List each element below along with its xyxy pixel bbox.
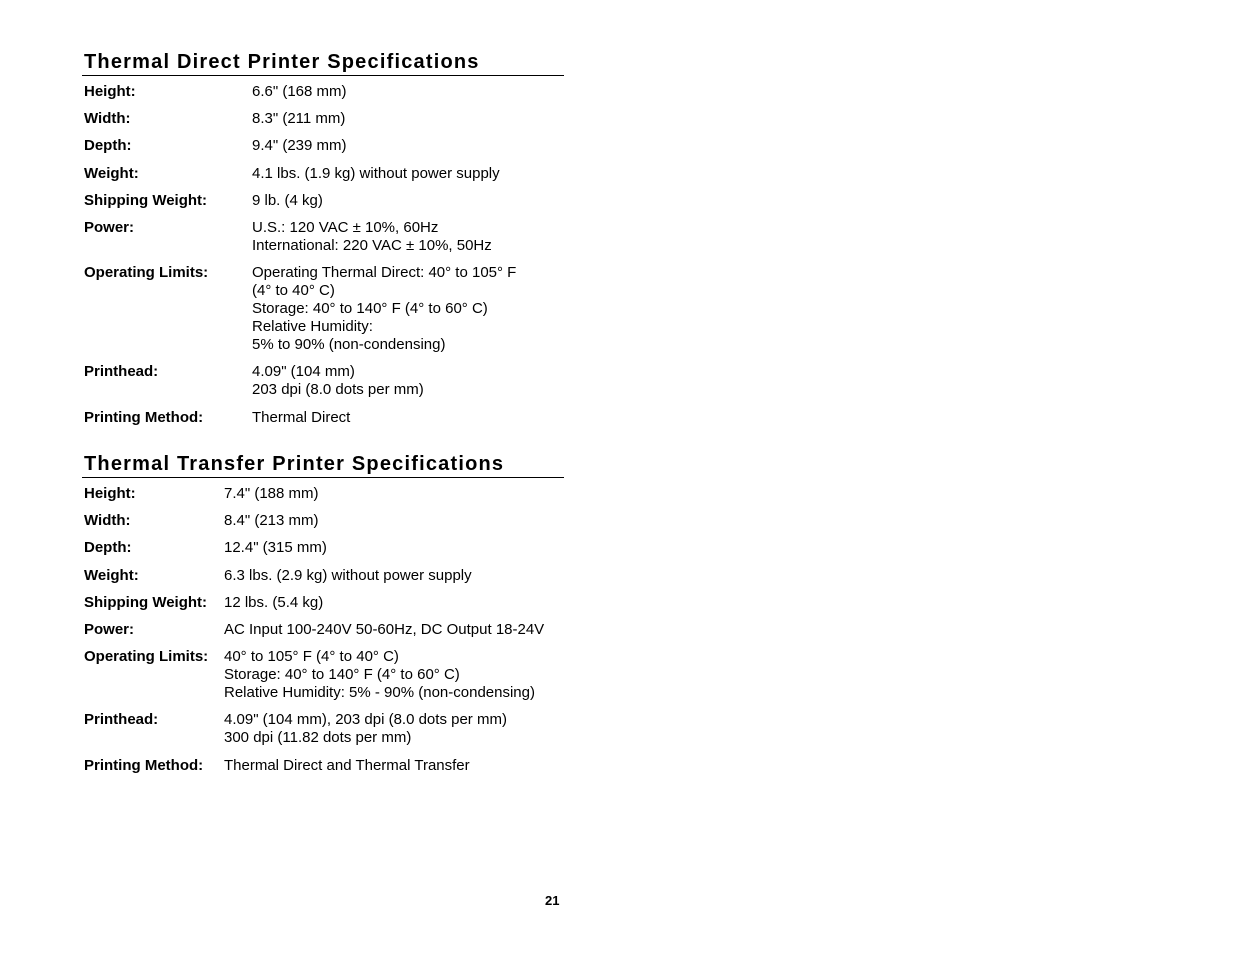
spec-value: [252, 165, 564, 183]
spec-value-line: (4° to 40° C): [252, 282, 335, 300]
spec-label: Printhead:: [84, 363, 159, 381]
spec-row: [82, 485, 564, 503]
spec-value: [224, 621, 564, 639]
spec-label: Height:: [84, 83, 136, 100]
spec-value-line: 9 lb. (4 kg): [252, 191, 323, 209]
spec-value-line: U.S.: 120 VAC ± 10%, 60Hz: [252, 218, 439, 236]
spec-label: Printing Method:: [84, 408, 204, 426]
spec-value-line: 5% to 90% (non-condensing): [252, 336, 446, 354]
spec-value-line: 4.09" (104 mm): [252, 363, 355, 381]
spec-label: Depth:: [84, 137, 132, 155]
spec-value-line: International: 220 VAC ± 10%, 50Hz: [252, 236, 492, 254]
spec-value: [224, 539, 564, 557]
spec-row: [82, 648, 564, 702]
spec-value: [252, 137, 564, 155]
spec-row: [82, 363, 564, 399]
spec-value: [252, 409, 564, 427]
spec-label: Width:: [84, 512, 131, 530]
spec-row: [82, 757, 564, 775]
spec-value: [252, 219, 564, 255]
spec-value-line: 12.4" (315 mm): [224, 539, 327, 557]
spec-value: [224, 711, 564, 747]
spec-value-line: 300 dpi (11.82 dots per mm): [224, 729, 412, 747]
spec-row: [82, 567, 564, 585]
spec-label: Weight:: [84, 164, 139, 182]
spec-row: [82, 539, 564, 557]
spec-list: [82, 83, 564, 427]
spec-value: [224, 757, 564, 775]
spec-value-line: Thermal Direct: [252, 408, 351, 426]
spec-value: [252, 264, 564, 354]
spec-value-line: 12 lbs. (5.4 kg): [224, 593, 324, 611]
spec-value-line: Storage: 40° to 140° F (4° to 60° C): [224, 666, 460, 684]
spec-value-line: 6.3 lbs. (2.9 kg) without power supply: [224, 566, 472, 584]
spec-value: [224, 648, 564, 702]
page-number: 21: [545, 893, 560, 908]
spec-value-line: 40° to 105° F (4° to 40° C): [224, 648, 399, 666]
spec-row: [82, 83, 564, 101]
spec-value-line: AC Input 100-240V 50-60Hz, DC Output 18-24V: [224, 620, 545, 638]
spec-row: [82, 110, 564, 128]
spec-label: Height:: [84, 485, 136, 502]
spec-label: Power:: [84, 620, 135, 638]
spec-value-line: Storage: 40° to 140° F (4° to 60° C): [252, 300, 488, 318]
spec-row: [82, 621, 564, 639]
spec-value-line: Relative Humidity: 5% - 90% (non-condensing): [224, 684, 535, 702]
spec-value-line: Thermal Direct and Thermal Transfer: [224, 756, 470, 774]
spec-value: [224, 485, 564, 503]
spec-row: [82, 219, 564, 255]
section-title: Thermal Direct Printer Specifications: [82, 50, 564, 76]
spec-value-line: Operating Thermal Direct: 40° to 105° F: [252, 264, 517, 282]
spec-value: [252, 363, 564, 399]
spec-value: [224, 512, 564, 530]
spec-row: [82, 409, 564, 427]
spec-row: [82, 264, 564, 354]
thermal-direct-specs-section: [82, 50, 564, 436]
spec-row: [82, 512, 564, 530]
spec-row: [82, 137, 564, 155]
section-title: Thermal Transfer Printer Specifications: [82, 452, 564, 478]
spec-value-line: 8.4" (213 mm): [224, 512, 319, 530]
spec-row: [82, 192, 564, 210]
thermal-transfer-specs-section: [82, 452, 564, 784]
spec-value-line: 203 dpi (8.0 dots per mm): [252, 381, 424, 399]
spec-list: [82, 485, 564, 775]
spec-label: Power:: [84, 218, 135, 236]
spec-value-line: 4.09" (104 mm), 203 dpi (8.0 dots per mm): [224, 711, 507, 729]
spec-label: Weight:: [84, 566, 139, 584]
spec-value: [252, 192, 564, 210]
spec-row: [82, 594, 564, 612]
spec-label: Operating Limits:: [84, 648, 209, 666]
spec-label: Printhead:: [84, 711, 159, 729]
spec-row: [82, 711, 564, 747]
spec-value-line: 7.4" (188 mm): [224, 485, 319, 502]
spec-value-line: 9.4" (239 mm): [252, 137, 347, 155]
spec-value-line: Relative Humidity:: [252, 318, 373, 336]
spec-value-line: 6.6" (168 mm): [252, 83, 347, 100]
spec-label: Width:: [84, 110, 131, 128]
spec-value: [224, 594, 564, 612]
spec-value: [252, 83, 564, 101]
spec-row: [82, 165, 564, 183]
spec-label: Printing Method:: [84, 756, 204, 774]
spec-value-line: 8.3" (211 mm): [252, 110, 346, 128]
spec-value-line: 4.1 lbs. (1.9 kg) without power supply: [252, 164, 500, 182]
spec-label: Depth:: [84, 539, 132, 557]
spec-label: Shipping Weight:: [84, 593, 208, 611]
spec-value: [252, 110, 564, 128]
spec-label: Operating Limits:: [84, 264, 209, 282]
spec-value: [224, 567, 564, 585]
spec-label: Shipping Weight:: [84, 191, 208, 209]
